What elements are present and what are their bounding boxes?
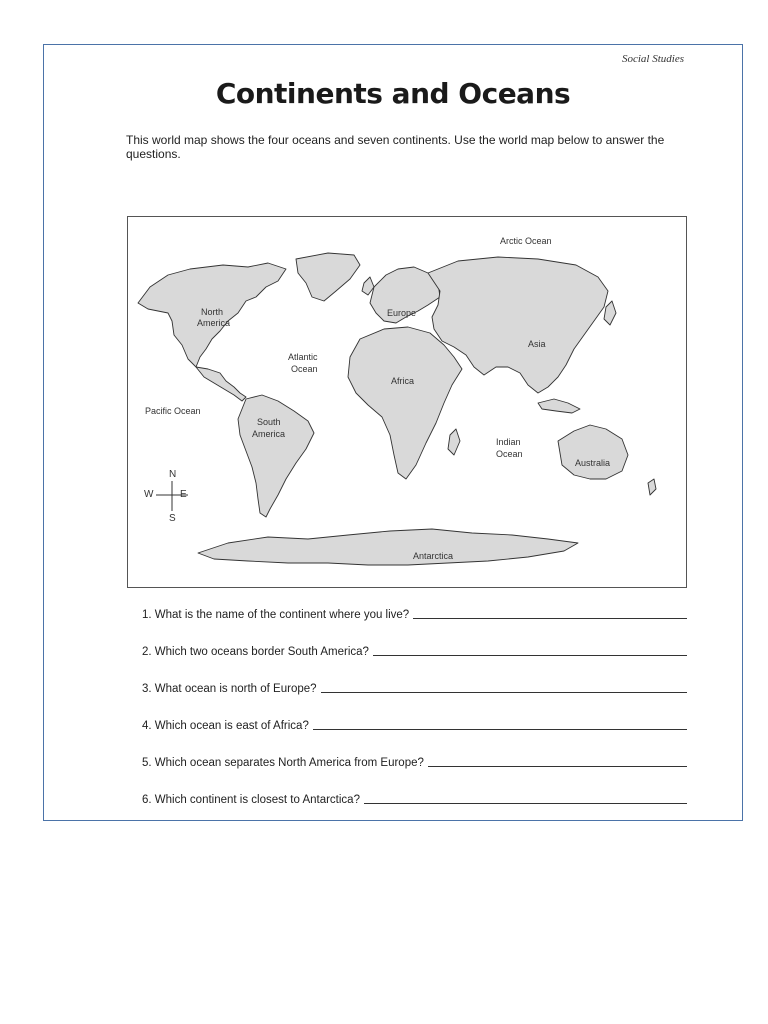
south-america-label-line1: South — [257, 417, 281, 427]
question-item — [142, 646, 687, 658]
south-america-shape — [238, 395, 314, 517]
question-text: 5. Which ocean separates North America from Europe? — [142, 757, 424, 769]
compass-west: W — [144, 489, 154, 500]
answer-line[interactable] — [364, 802, 687, 804]
africa-label: Africa — [391, 376, 415, 386]
page-title: Continents and Oceans — [215, 77, 571, 110]
indian-ocean-label-line2: Ocean — [496, 449, 523, 459]
arctic-ocean-label: Arctic Ocean — [500, 236, 552, 246]
uk-shape — [362, 277, 374, 295]
intro-text: This world map shows the four oceans and seven continents. Use the world map below to answer the questions. — [126, 133, 665, 161]
antarctica-label: Antarctica — [413, 551, 454, 561]
greenland-shape — [296, 253, 360, 301]
question-item — [142, 720, 687, 732]
subject-label: Social Studies — [621, 53, 684, 65]
new-zealand-shape — [648, 479, 656, 495]
australia-label: Australia — [575, 458, 611, 468]
question-text: 1. What is the name of the continent where you live? — [142, 609, 410, 621]
answer-line[interactable] — [321, 691, 687, 693]
question-item — [142, 757, 687, 769]
answer-line[interactable] — [373, 654, 687, 656]
compass-south: S — [169, 513, 176, 524]
compass-north: N — [169, 469, 177, 480]
north-america-label-line1: North — [201, 307, 224, 317]
world-map — [127, 216, 687, 588]
question-text: 3. What ocean is north of Europe? — [142, 683, 317, 695]
answer-line[interactable] — [413, 617, 687, 619]
pacific-ocean-label: Pacific Ocean — [145, 406, 201, 416]
europe-label: Europe — [387, 308, 417, 318]
indian-ocean-label-line1: Indian — [496, 437, 521, 447]
africa-shape — [348, 327, 462, 479]
indonesia-shape — [538, 399, 580, 413]
antarctica-shape — [198, 529, 578, 565]
australia-shape — [558, 425, 628, 479]
question-item — [142, 794, 687, 806]
compass-rose — [144, 469, 188, 525]
central-america-shape — [196, 367, 246, 401]
north-america-label-line2: America — [197, 318, 231, 328]
madagascar-shape — [448, 429, 460, 455]
question-item — [142, 683, 687, 695]
question-text: 6. Which continent is closest to Antarctica? — [142, 794, 360, 806]
world-map-drawing — [128, 217, 686, 587]
question-text: 4. Which ocean is east of Africa? — [142, 720, 309, 732]
compass-east: E — [180, 489, 187, 500]
question-text: 2. Which two oceans border South America? — [142, 646, 369, 658]
south-america-label-line2: America — [252, 429, 286, 439]
answer-line[interactable] — [428, 765, 687, 767]
japan-shape — [604, 301, 616, 325]
atlantic-ocean-label-line2: Ocean — [291, 364, 318, 374]
asia-label: Asia — [528, 339, 546, 349]
answer-line[interactable] — [313, 728, 687, 730]
worksheet-page — [43, 44, 743, 821]
atlantic-ocean-label-line1: Atlantic — [288, 352, 318, 362]
question-item — [142, 609, 687, 621]
